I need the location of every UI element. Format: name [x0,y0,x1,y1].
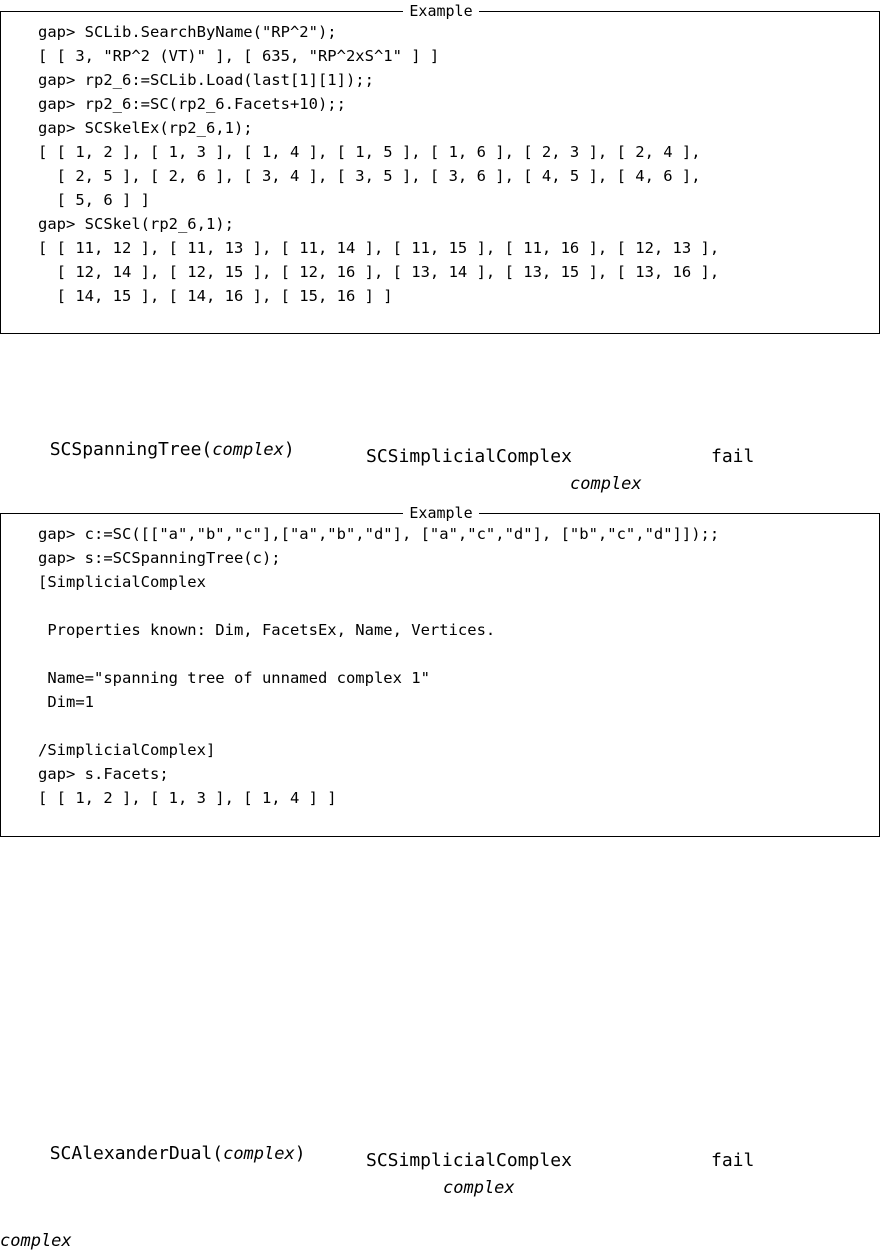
argument-name: complex [223,1144,295,1164]
code-line: [ [ 1, 2 ], [ 1, 3 ], [ 1, 4 ] ] [38,789,337,807]
code-line: Properties known: Dim, FacetsEx, Name, Vertices. [38,621,496,639]
example-label: Example [403,504,478,522]
code-line: [ 14, 15 ], [ 14, 16 ], [ 15, 16 ] ] [38,287,393,305]
signature-close: ) [294,1143,306,1164]
code-line: [ [ 3, "RP^2 (VT)" ], [ 635, "RP^2xS^1" ] ] [38,47,440,65]
argument-reference: complex [0,1231,72,1251]
argument-reference: complex [570,474,642,494]
function-signature [28,418,295,460]
code-block [38,20,719,308]
return-type: SCSimplicialComplex [366,446,572,467]
return-fail: fail [711,446,755,467]
example-box-1 [0,2,880,334]
code-line: gap> c:=SC([["a","b","c"],["a","b","d"], ["a","c","d"], ["b","c","d"]]);; [38,525,720,543]
example-box-2 [0,504,880,837]
code-line: [ [ 11, 12 ], [ 11, 13 ], [ 11, 14 ], [ 11, 15 ], [ 11, 16 ], [ 12, 13 ], [38,239,720,257]
argument-reference: complex [443,1178,515,1198]
code-line: [ 2, 5 ], [ 2, 6 ], [ 3, 4 ], [ 3, 5 ], [ 3, 6 ], [ 4, 5 ], [ 4, 6 ], [38,167,701,185]
example-label: Example [403,2,478,20]
return-type: SCSimplicialComplex [366,1150,572,1171]
function-signature [28,1122,306,1164]
code-line: gap> s:=SCSpanningTree(c); [38,549,281,567]
code-line: [SimplicialComplex [38,573,206,591]
code-line: gap> s.Facets; [38,765,169,783]
function-name: SCSpanningTree( [49,439,213,460]
argument-name: complex [212,440,284,460]
code-line: gap> SCSkelEx(rp2_6,1); [38,119,253,137]
code-line: gap> SCLib.SearchByName("RP^2"); [38,23,337,41]
code-line: [ 12, 14 ], [ 12, 15 ], [ 12, 16 ], [ 13, 14 ], [ 13, 15 ], [ 13, 16 ], [38,263,720,281]
code-line: gap> rp2_6:=SCLib.Load(last[1][1]);; [38,71,374,89]
code-line: [ [ 1, 2 ], [ 1, 3 ], [ 1, 4 ], [ 1, 5 ], [ 1, 6 ], [ 2, 3 ], [ 2, 4 ], [38,143,701,161]
code-line: [ 5, 6 ] ] [38,191,150,209]
code-line: Name="spanning tree of unnamed complex 1" [38,669,430,687]
code-line: Dim=1 [38,693,94,711]
signature-close: ) [283,439,295,460]
return-fail: fail [711,1150,755,1171]
code-line: gap> rp2_6:=SC(rp2_6.Facets+10);; [38,95,346,113]
code-block [38,522,719,810]
code-line: gap> SCSkel(rp2_6,1); [38,215,234,233]
function-name: SCAlexanderDual( [49,1143,224,1164]
code-line: /SimplicialComplex] [38,741,216,759]
